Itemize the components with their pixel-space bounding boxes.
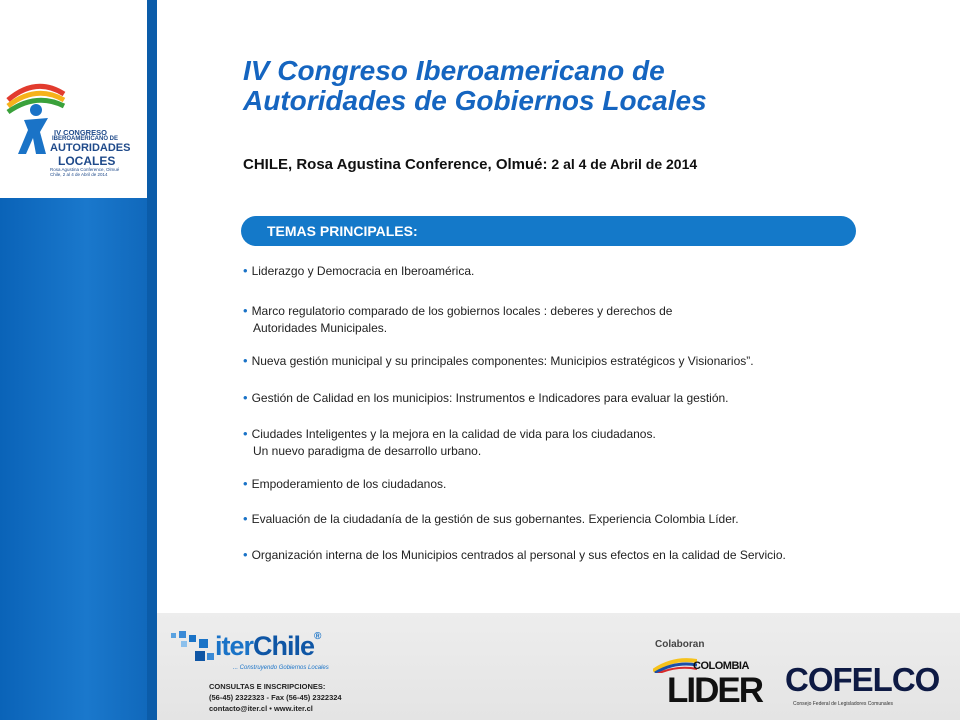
contact-web: contacto@iter.cl • www.iter.cl [209,704,313,713]
cofelco-text: COFELCO [785,661,940,698]
topic-item [243,389,729,407]
topic-item [243,262,474,280]
event-subtitle [243,156,697,173]
footer-band [157,613,960,720]
topic-text: Gestión de Calidad en los municipios: Instrumentos e Indicadores para evaluar la gestión. [251,391,729,405]
iterchile-logo [171,621,391,717]
logo-line6: Chile, 2 al 4 de Abril de 2014 [50,172,108,177]
bullet-icon: • [243,547,248,562]
sidebar-stripe [147,0,157,720]
contact-block [209,681,342,714]
colombia-text: COLOMBIA [693,660,749,672]
bullet-icon: • [243,511,248,526]
topic-text: Nueva gestión municipal y su principales componentes: Municipios estratégicos y Visionarios”. [251,354,754,368]
topic-text-cont: Autoridades Municipales. [253,321,388,335]
logo-line3: AUTORIDADES [50,142,131,154]
bullet-icon: • [243,353,248,368]
logo-line5: Rosa Agustina Conference, Olmué [50,167,120,172]
colombia-lider-logo [653,657,769,711]
cofelco-logo [785,657,940,713]
topics-banner [241,216,856,246]
page-title [243,56,843,116]
topic-item [243,510,739,528]
bullet-icon: • [243,263,248,278]
topic-text: Evaluación de la ciudadanía de la gestión de sus gobernantes. Experiencia Colombia Líder. [251,512,739,526]
topic-text: Liderazgo y Democracia en Iberoamérica. [251,264,475,278]
topic-item [243,475,446,493]
contact-title: CONSULTAS E INSCRIPCIONES: [209,682,326,691]
topic-item [243,425,656,460]
registered-mark: ® [314,631,321,642]
bullet-icon: • [243,303,248,318]
banner-label: TEMAS PRINCIPALES: [267,223,418,239]
topic-text: Empoderamiento de los ciudadanos. [251,477,447,491]
topic-text: Marco regulatorio comparado de los gobiernos locales : deberes y derechos de [251,304,673,318]
chile-word: Chile [253,631,315,661]
iter-word: iter [215,631,254,661]
topic-text: Ciudades Inteligentes y la mejora en la calidad de vida para los ciudadanos. [251,427,656,441]
logo-line4: LOCALES [58,154,116,168]
iter-slogan: ... Construyendo Gobiernos Locales [233,665,329,671]
topic-text: Organización interna de los Municipios centrados al personal y sus efectos en la calidad de Servicio. [251,548,786,562]
pixel-squares-icon [171,631,215,665]
bullet-icon: • [243,390,248,405]
bullet-icon: • [243,476,248,491]
logo-line2: IBEROAMERICANO DE [52,136,119,142]
colaboran-label: Colaboran [655,639,705,650]
congress-logo [6,80,142,180]
topic-item [243,302,672,337]
topic-item [243,352,754,370]
title-line1: IV Congreso Iberoamericano de [243,55,665,86]
iterchile-wordmark [215,631,320,662]
lider-text: LIDER [667,671,762,710]
left-sidebar [0,0,157,720]
topic-item [243,546,786,564]
bullet-icon: • [243,426,248,441]
subtitle-dates: 2 al 4 de Abril de 2014 [547,156,698,172]
logo-line1: IV CONGRESO [54,128,107,137]
subtitle-location: CHILE, Rosa Agustina Conference, Olmué: [243,156,548,173]
topic-text-cont: Un nuevo paradigma de desarrollo urbano. [253,444,482,458]
contact-phone: (56-45) 2322323 - Fax (56-45) 2322324 [209,693,342,702]
cofelco-subtitle: Consejo Federal de Legisladores Comunales [793,701,894,707]
title-line2: Autoridades de Gobiernos Locales [243,85,707,116]
